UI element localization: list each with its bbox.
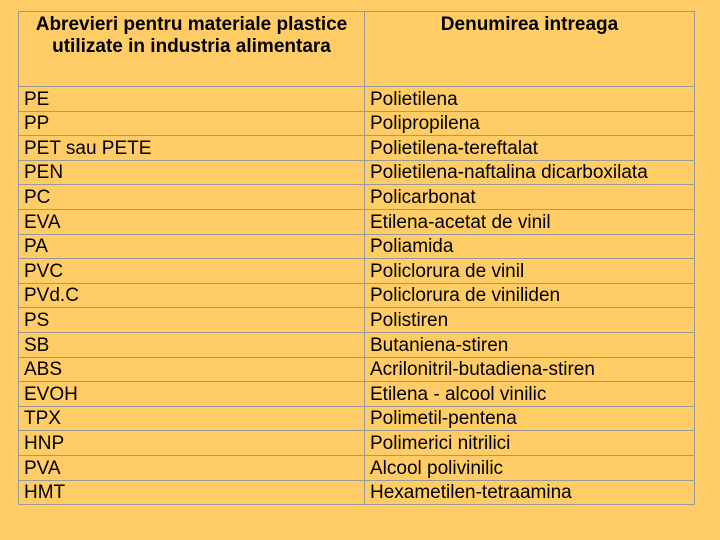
table-body (19, 87, 695, 505)
cell-full-name: Policlorura de viniliden (365, 283, 695, 308)
table-row (19, 357, 695, 382)
table-row (19, 259, 695, 284)
cell-full-name: Polimetil-pentena (365, 406, 695, 431)
cell-abbreviation: PEN (19, 160, 365, 185)
cell-abbreviation: PET sau PETE (19, 136, 365, 161)
cell-abbreviation: PVC (19, 259, 365, 284)
table-row (19, 160, 695, 185)
table-row (19, 406, 695, 431)
table-row (19, 185, 695, 210)
cell-full-name: Poliamida (365, 234, 695, 259)
table-row (19, 480, 695, 505)
table-row (19, 382, 695, 407)
table-row (19, 136, 695, 161)
cell-abbreviation: PS (19, 308, 365, 333)
cell-full-name: Polimerici nitrilici (365, 431, 695, 456)
cell-full-name: Acrilonitril-butadiena-stiren (365, 357, 695, 382)
table-row (19, 87, 695, 112)
header-abbreviations: Abrevieri pentru materiale plastice utilizate in industria alimentara (19, 12, 365, 87)
cell-full-name: Policarbonat (365, 185, 695, 210)
table-header-row (19, 12, 695, 87)
table-row (19, 283, 695, 308)
cell-abbreviation: PP (19, 111, 365, 136)
cell-full-name: Polistiren (365, 308, 695, 333)
table-row (19, 455, 695, 480)
cell-full-name: Butaniena-stiren (365, 332, 695, 357)
cell-full-name: Etilena-acetat de vinil (365, 209, 695, 234)
cell-full-name: Alcool polivinilic (365, 455, 695, 480)
cell-abbreviation: SB (19, 332, 365, 357)
table-row (19, 234, 695, 259)
cell-full-name: Polipropilena (365, 111, 695, 136)
cell-abbreviation: PA (19, 234, 365, 259)
cell-full-name: Polietilena-naftalina dicarboxilata (365, 160, 695, 185)
cell-abbreviation: EVA (19, 209, 365, 234)
cell-full-name: Polietilena-tereftalat (365, 136, 695, 161)
cell-abbreviation: HMT (19, 480, 365, 505)
cell-abbreviation: HNP (19, 431, 365, 456)
cell-abbreviation: PVA (19, 455, 365, 480)
cell-full-name: Hexametilen-tetraamina (365, 480, 695, 505)
table-row (19, 111, 695, 136)
cell-abbreviation: PE (19, 87, 365, 112)
table-row (19, 308, 695, 333)
cell-full-name: Policlorura de vinil (365, 259, 695, 284)
header-full-name: Denumirea intreaga (365, 12, 695, 87)
cell-abbreviation: PVd.C (19, 283, 365, 308)
cell-abbreviation: PC (19, 185, 365, 210)
table-row (19, 332, 695, 357)
cell-full-name: Etilena - alcool vinilic (365, 382, 695, 407)
table-row (19, 431, 695, 456)
table-row (19, 209, 695, 234)
abbreviations-table (18, 11, 695, 505)
cell-abbreviation: TPX (19, 406, 365, 431)
cell-abbreviation: ABS (19, 357, 365, 382)
cell-full-name: Polietilena (365, 87, 695, 112)
cell-abbreviation: EVOH (19, 382, 365, 407)
